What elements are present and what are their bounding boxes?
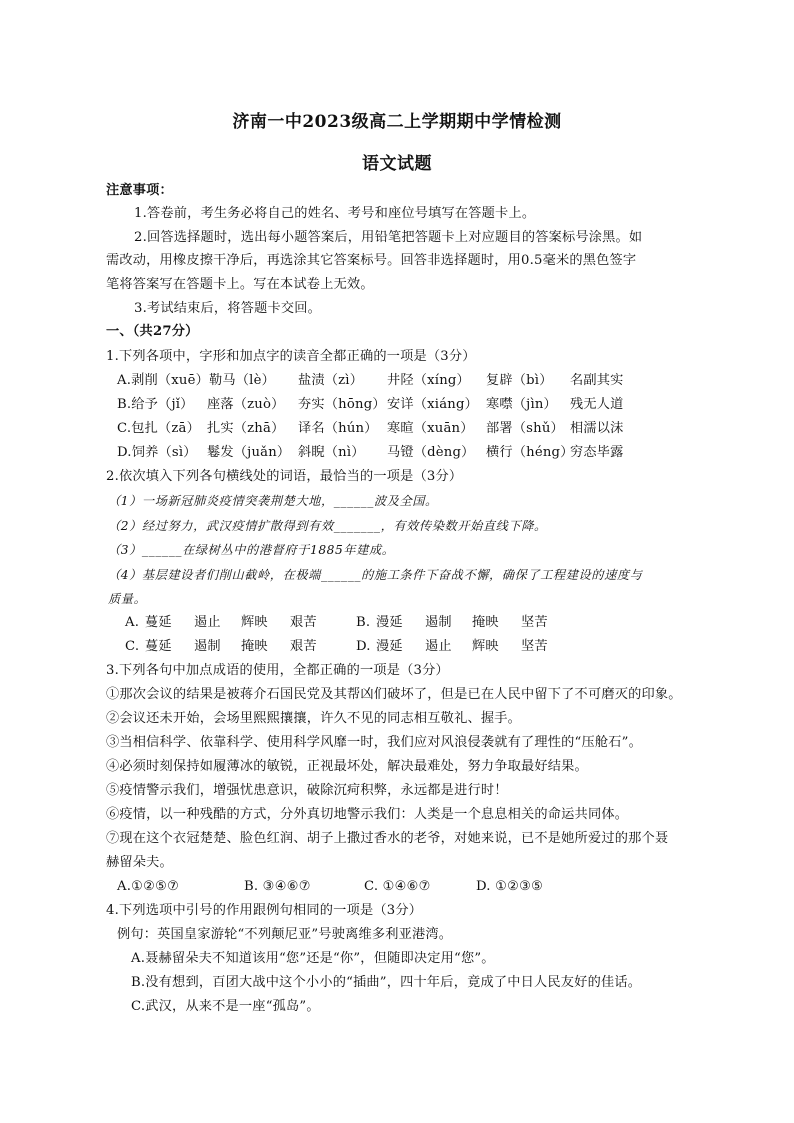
q4-option-a: A.聂赫留朵夫不知道该用“您”还是“你”，但随即决定用“您”。 — [131, 951, 495, 966]
q3-item-4: ④必须时刻保持如履薄冰的敏锐，正视最坏处，解决最难处，努力争取最好结果。 — [106, 759, 588, 774]
q2-sentence-4: （4）基层建设者们削山截岭，在极端______的施工条件下奋战不懈，确保了工程建设的速度与 — [108, 568, 643, 582]
q2-sentence-2: （2）经过努力，武汉疫情扩散得到有效_______，有效传染数开始直线下降。 — [108, 519, 547, 533]
section-heading: 一、（共27分） — [106, 324, 199, 339]
q2-options-cd: C. 蔓延 遏制 掩映 艰苦 D. 漫延 遏止 辉映 坚苦 — [125, 639, 548, 654]
q1-option-b: B.给予（jǐ） 座落（zuò） 夯实（hōng）安详（xiáng） 寒噤（jìn） 残无人道 — [117, 397, 624, 412]
notice-item-2: 2.回答选择题时，选出每小题答案后，用铅笔把答题卡上对应题目的答案标号涂黑。如 — [134, 230, 643, 245]
q1-option-a: A.剥削（xuē）勒马（lè） 盐渍（zì） 井陉（xíng） 复辟（bì） 名副其实 — [117, 373, 624, 388]
q4-option-b: B.没有想到，百团大战中这个小小的“插曲”，四十年后，竟成了中日人民友好的佳话。 — [131, 975, 642, 990]
q3-stem: 3.下列各句中加点成语的使用，全都正确的一项是（3分） — [106, 663, 449, 678]
q4-option-c: C.武汉，从来不是一座“孤岛”。 — [131, 999, 320, 1014]
notice-item-2-cont2: 笔将答案写在答题卡上。写在本试卷上无效。 — [106, 277, 374, 292]
q4-example: 例句：英国皇家游轮“不列颠尼亚”号驶离维多利亚港湾。 — [117, 927, 453, 942]
q3-item-6: ⑥疫情，以一种残酷的方式，分外真切地警示我们：人类是一个息息相关的命运共同体。 — [106, 807, 629, 822]
q3-item-7-cont: 赫留朵夫。 — [106, 855, 173, 870]
notice-item-2-cont: 需改动，用橡皮擦干净后，再选涂其它答案标号。回答非选择题时，用0.5毫米的黑色签字 — [106, 253, 637, 268]
q1-option-d: D.饲养（sì） 鬈发（juǎn） 斜睨（nì） 马镫（dèng） 横行（héng）穷态毕露 — [117, 445, 624, 460]
q3-item-2: ②会议还未开始，会场里熙熙攘攘，许久不见的同志相互敬礼、握手。 — [106, 711, 522, 726]
q2-sentence-3: （3）______在绿树丛中的港督府于1885年建成。 — [108, 543, 395, 557]
q2-options-ab: A. 蔓延 遏止 辉映 艰苦 B. 漫延 遏制 掩映 坚苦 — [125, 615, 548, 630]
q3-item-7: ⑦现在这个衣冠楚楚、脸色红润、胡子上撒过香水的老爷，对她来说，已不是她所爱过的那个聂 — [106, 831, 669, 846]
q3-item-1: ①那次会议的结果是被蒋介石国民党及其帮凶们破坏了，但是已在人民中留下了不可磨灭的印象。 — [106, 687, 682, 702]
q2-sentence-1: （1）一场新冠肺炎疫情突袭荆楚大地，______波及全国。 — [108, 494, 438, 508]
q3-options: A.①②⑤⑦ B. ③④⑥⑦ C. ①④⑥⑦ D. ①②③⑤ — [117, 879, 544, 894]
notice-heading: 注意事项： — [106, 183, 173, 198]
q3-item-5: ⑤疫情警示我们，增强忧患意识，破除沉疴积弊，永远都是进行时！ — [106, 783, 508, 798]
exam-subject: 语文试题 — [362, 154, 432, 174]
q2-stem: 2.依次填入下列各句横线处的词语，最恰当的一项是（3分） — [106, 469, 463, 484]
notice-item-3: 3.考试结束后，将答题卡交回。 — [134, 301, 322, 316]
q1-option-c: C.包扎（zā） 扎实（zhā） 译名（hún） 寒暄（xuān） 部署（shǔ） 相濡以沫 — [117, 421, 624, 436]
exam-title: 济南一中2023级高二上学期期中学情检测 — [232, 112, 562, 132]
q3-item-3: ③当相信科学、依靠科学、使用科学风靡一时，我们应对风浪侵袭就有了理性的“压舱石”。 — [106, 735, 642, 750]
q2-sentence-4-cont: 质量。 — [108, 592, 147, 606]
q1-stem: 1.下列各项中，字形和加点字的读音全都正确的一项是（3分） — [106, 349, 476, 364]
notice-item-1: 1.答卷前，考生务必将自己的姓名、考号和座位号填写在答题卡上。 — [134, 206, 536, 221]
q4-stem: 4.下列选项中引号的作用跟例句相同的一项是（3分） — [106, 903, 423, 918]
